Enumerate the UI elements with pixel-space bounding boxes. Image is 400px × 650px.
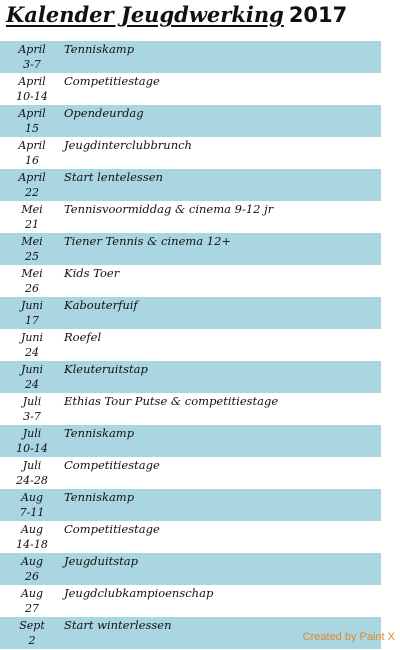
event-days: 25 bbox=[25, 250, 39, 263]
event-date bbox=[0, 554, 64, 584]
title-year: 2017 bbox=[288, 3, 348, 27]
event-description: Opendeurdag bbox=[64, 106, 144, 120]
table-row bbox=[0, 297, 381, 329]
event-days: 10-14 bbox=[16, 90, 48, 103]
event-date bbox=[0, 202, 64, 232]
table-row bbox=[0, 41, 381, 73]
event-days: 3-7 bbox=[23, 410, 41, 423]
event-date bbox=[0, 586, 64, 616]
calendar-table bbox=[0, 41, 381, 649]
table-row bbox=[0, 137, 381, 169]
event-date bbox=[0, 394, 64, 424]
event-description: Competitiestage bbox=[64, 458, 160, 472]
event-description: Kids Toer bbox=[64, 266, 120, 280]
event-description: Start lentelessen bbox=[64, 170, 163, 184]
event-days: 22 bbox=[25, 186, 39, 199]
event-days: 24 bbox=[25, 346, 39, 359]
table-row bbox=[0, 169, 381, 201]
table-row bbox=[0, 521, 381, 553]
event-date bbox=[0, 362, 64, 392]
event-days: 26 bbox=[25, 282, 39, 295]
event-month: Juli bbox=[22, 427, 42, 440]
title-text: Kalender Jeugdwerking bbox=[6, 2, 284, 27]
event-description: Jeugduitstap bbox=[64, 554, 138, 568]
event-date bbox=[0, 618, 64, 648]
event-description: Kleuteruitstap bbox=[64, 362, 148, 376]
event-days: 2 bbox=[28, 634, 36, 647]
event-days: 14-18 bbox=[16, 538, 48, 551]
table-row bbox=[0, 585, 381, 617]
event-month: Sept bbox=[19, 619, 45, 632]
table-row bbox=[0, 329, 381, 361]
event-description: Jeugdinterclubbrunch bbox=[64, 138, 192, 152]
event-month: Aug bbox=[20, 491, 44, 504]
event-month: April bbox=[18, 139, 46, 152]
credit-text: Created by Paint X bbox=[302, 631, 395, 643]
table-row bbox=[0, 73, 381, 105]
event-days: 10-14 bbox=[16, 442, 48, 455]
event-description: Competitiestage bbox=[64, 74, 160, 88]
table-row bbox=[0, 393, 381, 425]
table-row bbox=[0, 265, 381, 297]
table-row bbox=[0, 233, 381, 265]
event-month: Juli bbox=[22, 459, 42, 472]
event-date bbox=[0, 426, 64, 456]
event-description: Kabouterfuif bbox=[64, 298, 138, 312]
event-month: Aug bbox=[20, 555, 44, 568]
event-month: Juni bbox=[20, 363, 44, 376]
event-date bbox=[0, 490, 64, 520]
event-description: Jeugdclubkampioenschap bbox=[64, 586, 214, 600]
table-row bbox=[0, 457, 381, 489]
table-row bbox=[0, 105, 381, 137]
event-days: 16 bbox=[25, 154, 39, 167]
event-date bbox=[0, 170, 64, 200]
event-days: 21 bbox=[25, 218, 39, 231]
event-date bbox=[0, 234, 64, 264]
table-row bbox=[0, 553, 381, 585]
table-row bbox=[0, 201, 381, 233]
event-description: Tenniskamp bbox=[64, 426, 135, 440]
event-month: Juni bbox=[20, 331, 44, 344]
event-days: 24-28 bbox=[16, 474, 48, 487]
event-date bbox=[0, 522, 64, 552]
event-description: Tenniskamp bbox=[64, 42, 135, 56]
event-month: Juni bbox=[20, 299, 44, 312]
event-month: Aug bbox=[20, 523, 44, 536]
event-month: April bbox=[18, 75, 46, 88]
event-date bbox=[0, 74, 64, 104]
page-title bbox=[6, 0, 347, 32]
event-days: 26 bbox=[25, 570, 39, 583]
event-month: April bbox=[18, 107, 46, 120]
event-date bbox=[0, 106, 64, 136]
event-date bbox=[0, 330, 64, 360]
event-days: 7-11 bbox=[19, 506, 45, 519]
event-days: 3-7 bbox=[23, 58, 41, 71]
event-description: Tennisvoormiddag & cinema 9-12 jr bbox=[64, 202, 274, 216]
event-days: 24 bbox=[25, 378, 39, 391]
event-description: Ethias Tour Putse & competitiestage bbox=[64, 394, 279, 408]
event-date bbox=[0, 42, 64, 72]
table-row bbox=[0, 361, 381, 393]
event-description: Tiener Tennis & cinema 12+ bbox=[64, 234, 232, 248]
event-days: 27 bbox=[25, 602, 39, 615]
event-month: Aug bbox=[20, 587, 44, 600]
event-month: April bbox=[18, 43, 46, 56]
event-month: Mei bbox=[21, 267, 43, 280]
event-description: Roefel bbox=[64, 330, 102, 344]
table-row bbox=[0, 489, 381, 521]
event-description: Competitiestage bbox=[64, 522, 160, 536]
event-description: Tenniskamp bbox=[64, 490, 135, 504]
event-date bbox=[0, 458, 64, 488]
event-date bbox=[0, 266, 64, 296]
event-date bbox=[0, 298, 64, 328]
event-month: Mei bbox=[21, 203, 43, 216]
event-month: Mei bbox=[21, 235, 43, 248]
event-description: Start winterlessen bbox=[64, 618, 172, 632]
event-days: 17 bbox=[25, 314, 39, 327]
event-month: April bbox=[18, 171, 46, 184]
table-row bbox=[0, 425, 381, 457]
event-date bbox=[0, 138, 64, 168]
event-month: Juli bbox=[22, 395, 42, 408]
event-days: 15 bbox=[25, 122, 39, 135]
